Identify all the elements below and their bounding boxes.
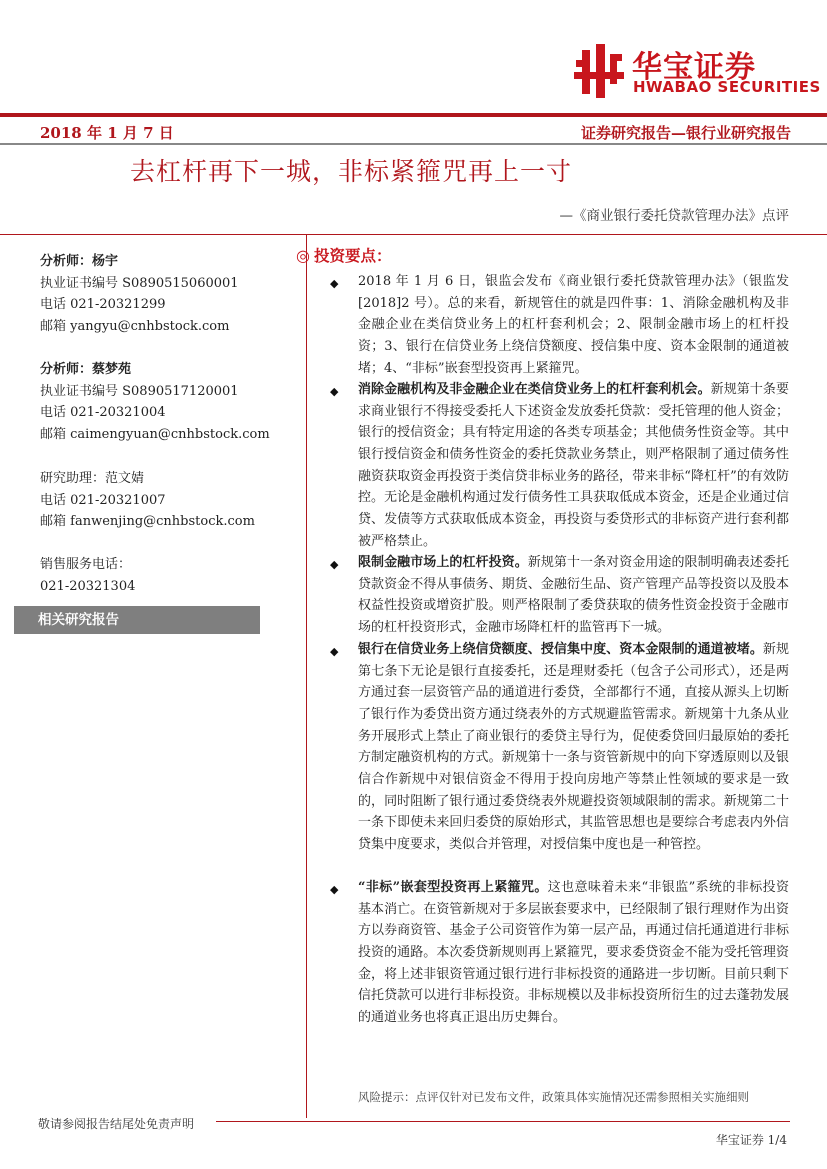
diamond-bullet-icon: ◆ <box>330 883 339 896</box>
target-circle-icon: ◎ <box>296 246 310 265</box>
diamond-bullet-icon: ◆ <box>330 277 339 290</box>
content-top-rule <box>0 234 827 235</box>
key-point-5: “非标”嵌套型投资再上紧箍咒。这也意味着未来“非银监”系统的非标投资基本消亡。在资管新规对于多层嵌套要求中，已经限制了银行理财作为出资方以券商资管、基金子公司资管作为第一层产品，再通过信托通道进行非标投资的通路。本次委贷新规则再上紧箍咒，要求委贷资金不能为受托管理资金，将上述非银资管通过银行进行非标投资的通路进一步切断。目前只剩下信托贷款可以进行非标投资。非标规模以及非标投资所衍生的过去蓬勃发展的通道业务也将真正退出历史舞台。 <box>358 880 789 1025</box>
analyst-2-block <box>40 359 270 445</box>
diamond-bullet-icon: ◆ <box>330 385 339 398</box>
risk-note: 风险提示：点评仅针对已发布文件，政策具体实施情况还需参照相关实施细则 <box>358 1090 749 1104</box>
analyst-1-email[interactable]: 邮箱 yangyu@cnhbstock.com <box>40 318 230 334</box>
assistant-block <box>40 468 255 533</box>
analyst-2-cert: 执业证书编号 S0890517120001 <box>40 383 239 399</box>
analyst-2-name: 分析师：蔡梦苑 <box>40 362 132 377</box>
report-title: 去杠杆再下一城，非标紧箍咒再上一寸 <box>130 157 573 186</box>
header-gray-rule <box>0 143 827 145</box>
sales-block <box>40 554 135 597</box>
assistant-phone: 电话 021-20321007 <box>40 492 166 508</box>
footer-rule <box>216 1121 790 1122</box>
report-date: 2018 年 1 月 7 日 <box>40 124 174 142</box>
key-point-3: 限制金融市场上的杠杆投资。新规第十一条对资金用途的限制明确表述委托贷款资金不得从事债务、期货、金融衍生品、资产管理产品等投资以及股本权益性投资或增资扩股。则严格限制了委贷获取的债务性资金投资于金融市场的杠杆投资形式，金融市场降杠杆的监管再下一城。 <box>358 555 789 635</box>
analyst-2-phone: 电话 021-20321004 <box>40 405 166 421</box>
logo-english-name: HWABAO SECURITIES <box>633 78 821 96</box>
analyst-1-phone: 电话 021-20321299 <box>40 297 166 313</box>
report-subtitle: —《商业银行委托贷款管理办法》点评 <box>559 208 789 224</box>
key-point-1: 2018 年 1 月 6 日，银监会发布《商业银行委托贷款管理办法》（银监发[2018]2 号）。总的来看，新规管住的就是四件事：1、消除金融机构及非金融企业在类信贷业务上的杠杆套利机会；2、限制金融市场上的杠杆投资；3、银行在信贷业务上绕信贷额度、授信集中度、资本金限制的通道被堵；4、“非标”嵌套型投资再上紧箍咒。 <box>358 274 789 376</box>
key-point-2: 消除金融机构及非金融企业在类信贷业务上的杠杆套利机会。新规第十条要求商业银行不得接受委托人下述资金发放委托贷款：受托管理的他人资金；银行的授信资金；具有特定用途的各类专项基金；其他债务性资金等。其中银行授信资金和债务性资金的委托贷款业务禁止，则严格限制了通过债务性融资获取资金再投资于类信贷非标业务的路径，带来非标“降杠杆”的有效防控。无论是金融机构通过发行债务性工具获取低成本资金，还是企业通过信贷、发债等方式获取低成本资金，再投资与委贷形式的非标资产进行套利都被严格禁止。 <box>358 382 789 549</box>
assistant-email[interactable]: 邮箱 fanwenjing@cnhbstock.com <box>40 514 255 530</box>
analyst-1-name: 分析师：杨宇 <box>40 254 119 269</box>
key-point-4: 银行在信贷业务上绕信贷额度、授信集中度、资本金限制的通道被堵。新规第七条下无论是银行直接委托，还是理财委托（包含子公司形式），还是两方通过套一层资管产品的通道进行委贷，全部都行不通，直接从源头上切断了银行作为委贷出资方通过绕表外的方式规避监管需求。新规第十九条从业务开展形式上禁止了商业银行的委贷主导行为，促使委贷回归最原始的委托方制定融资机构的方式。新规第十一条与资管新规中的向下穿透原则以及银信合作新规中对银信资金不得用于投向房地产等禁止性领域的要求是一致的，同时阻断了银行通过委贷绕表外规避投资领域限制的需求。新规第二十一条下即使未来回归委贷的原始形式，其监管思想也是要综合考虑表内外信贷集中度要求，类似合并管理，对授信集中度也是一种管控。 <box>358 642 789 852</box>
diamond-bullet-icon: ◆ <box>330 645 339 658</box>
footer-page-number: 华宝证券 1/4 <box>715 1133 787 1147</box>
company-logo <box>572 42 821 102</box>
column-divider <box>306 235 307 1118</box>
hwabao-logo-icon <box>572 42 626 100</box>
logo-chinese-name: 华宝证券 <box>632 50 756 85</box>
assistant-name: 研究助理：范文婧 <box>40 471 145 486</box>
footer-disclaimer: 敬请参阅报告结尾处免责声明 <box>38 1117 195 1131</box>
diamond-bullet-icon: ◆ <box>330 558 339 571</box>
analyst-1-cert: 执业证书编号 S0890515060001 <box>40 275 239 291</box>
report-type: 证券研究报告—银行业研究报告 <box>580 124 791 142</box>
related-reports-header: 相关研究报告 <box>14 606 260 634</box>
analyst-1-block <box>40 251 239 337</box>
header-red-rule <box>0 113 827 117</box>
sales-phone: 021-20321304 <box>40 578 136 594</box>
sales-label: 销售服务电话： <box>40 557 132 572</box>
key-points-heading: ◎ 投资要点： <box>296 246 392 265</box>
analyst-2-email[interactable]: 邮箱 caimengyuan@cnhbstock.com <box>40 426 270 442</box>
